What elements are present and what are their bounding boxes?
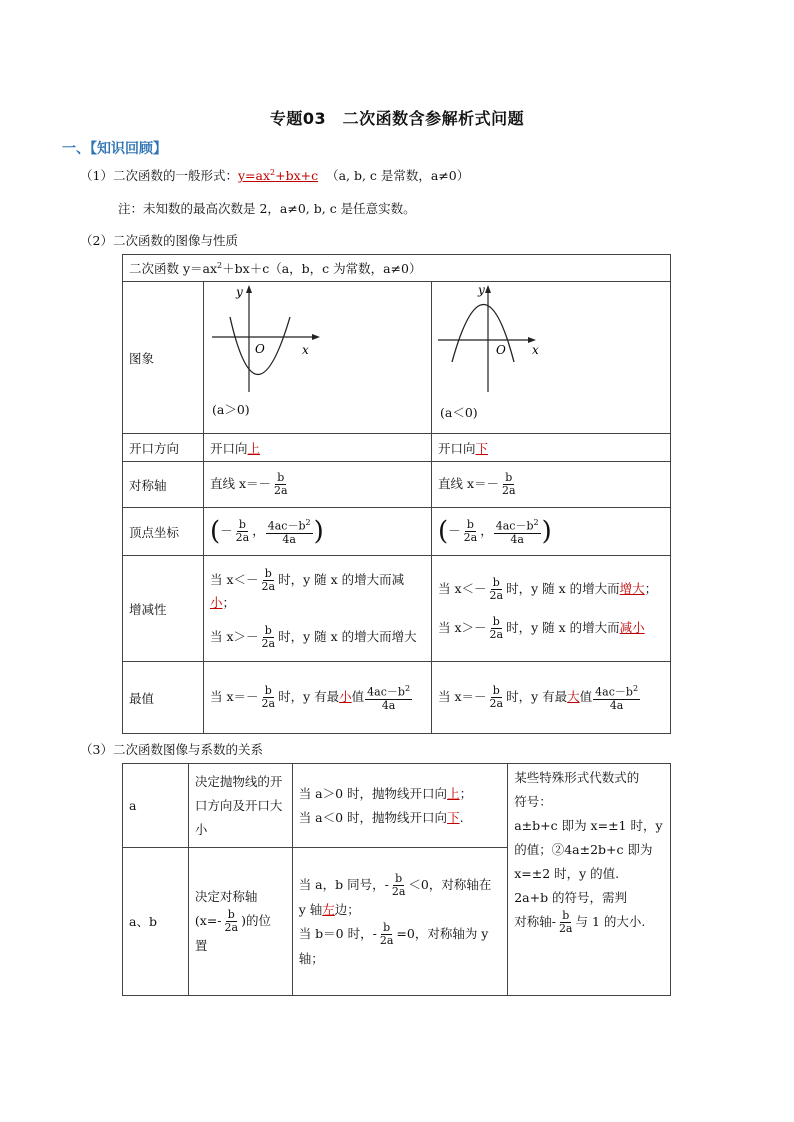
open-up-word: 上 [247, 440, 261, 456]
row-label-ab: a、b [123, 848, 189, 996]
y-axis-label: y [478, 283, 485, 297]
open-down-cell: 开口向下 [432, 434, 671, 462]
x-axis-arrow [312, 334, 320, 340]
section-heading: 一、【知识回顾】 [62, 141, 167, 157]
y-axis-label: y [236, 285, 243, 299]
decrease-word: 减小 [619, 619, 645, 635]
axis-left-cell: 直线 x＝－ $\frac{b}{2a}$ [204, 462, 432, 508]
p1-prefix: （1）二次函数的一般形式： [80, 168, 238, 183]
paragraph-2: （2）二次函数的图像与性质 [80, 233, 238, 248]
extreme-right-cell: 当 x＝－ $\frac{b}{2a}$ 时，y 有最大值 $\frac{4ac-b^2}{4a}$ [432, 662, 671, 734]
x-axis-label: x [302, 343, 309, 357]
paragraph-3: （3）二次函数图像与系数的关系 [80, 742, 263, 757]
graph-down-cell [432, 282, 671, 434]
coefficients-table [122, 763, 671, 996]
origin-label: O [496, 343, 506, 357]
max-word: 大 [567, 689, 580, 704]
page-title: 专题03 二次函数含参解析式问题 [269, 109, 525, 128]
special-line: 的值；②4a±2b+c 即为 [514, 842, 653, 857]
properties-table [122, 254, 671, 734]
y-axis-arrow [485, 285, 491, 293]
down-word: 下 [447, 809, 460, 825]
general-formula: $y=ax^2+bx+c$ [237, 167, 319, 183]
up-word: 上 [447, 785, 460, 801]
special-line: x=±2 时，y 的值. [514, 866, 620, 881]
fraction-b-2a: $\frac{b}{2a}$ [274, 471, 288, 497]
increase-word: 增大 [619, 580, 645, 596]
row-label-monotonicity: 增减性 [123, 556, 204, 662]
note: 注：未知数的最高次数是 2，a≠0, b, c 是任意实数。 [118, 201, 416, 216]
ab-description: 决定对称轴 (x=- $\frac{b}{2a}$ )的位 置 [188, 848, 292, 996]
special-line: a±b+c 即为 x=±1 时，y [514, 818, 663, 833]
x-axis-label: x [532, 343, 539, 357]
open-up-cell: 开口向上 [204, 434, 432, 462]
vertex-left-cell: (－ $\frac{b}{2a}$ ， $\frac{4ac-b^2}{4a}$ ) [204, 508, 432, 556]
ab-rules-cell: 当 a，b 同号，- $\frac{b}{2a}$ ＜0，对称轴在 y 轴左边； 当 b＝0 时，- $\frac{b}{2a}$ =0，对称轴为 y 轴； [292, 848, 508, 996]
special-forms-cell [508, 764, 671, 996]
a-description: 决定抛物线的开口方向及开口大小 [188, 764, 292, 848]
extreme-left-cell: 当 x＝－ $\frac{b}{2a}$ 时，y 有最小值 $\frac{4ac-b^2}{4a}$ [204, 662, 432, 734]
row-label-vertex: 顶点坐标 [123, 508, 204, 556]
special-line: 对称轴- $\frac{b}{2a}$ 与 1 的大小. [514, 909, 646, 935]
a-rules-cell: 当 a＞0 时，抛物线开口向上； 当 a＜0 时，抛物线开口向下. [292, 764, 508, 848]
fraction-b-2a: $\frac{b}{2a}$ [502, 471, 516, 497]
row-label-image: 图象 [123, 282, 204, 434]
row-label-axis: 对称轴 [123, 462, 204, 508]
row-label-extreme: 最值 [123, 662, 204, 734]
decrease-word: 小 [210, 594, 223, 610]
paragraph-1 [80, 166, 469, 184]
open-down-word: 下 [475, 440, 489, 456]
y-axis-arrow [246, 285, 252, 293]
table-header: 二次函数 $y=ax^2+bx+c(a$，b，c 为常数，a≠0） [123, 255, 671, 282]
p1-suffix: （a, b, c 是常数，a≠0） [326, 168, 470, 183]
special-line: 某些特殊形式代数式的 [514, 770, 640, 785]
mono-right-cell: 当 x＜－ $\frac{b}{2a}$ 时，y 随 x 的增大而增大； 当 x＞－ $\frac{b}{2a}$ 时，y 随 x 的增大而减小 [432, 556, 671, 662]
mono-left-cell: 当 x＜－ $\frac{b}{2a}$ 时，y 随 x 的增大而减小； 当 x＞－ $\frac{b}{2a}$ 时，y 随 x 的增大而增大 [204, 556, 432, 662]
graph-up-label: (a＞0) [212, 402, 250, 417]
vertex-right-cell: (－ $\frac{b}{2a}$ ， $\frac{4ac-b^2}{4a}$ ) [432, 508, 671, 556]
special-line: 符号： [514, 794, 552, 809]
min-word: 小 [339, 689, 352, 704]
axis-right-cell: 直线 x＝－ $\frac{b}{2a}$ [432, 462, 671, 508]
graph-down-label: (a＜0) [440, 405, 478, 420]
graph-up-cell [204, 282, 432, 434]
row-label-open: 开口方向 [123, 434, 204, 462]
special-line: 2a+b 的符号，需判 [514, 890, 628, 905]
origin-label: O [255, 342, 265, 356]
left-word: 左 [322, 901, 335, 917]
row-label-a: a [123, 764, 189, 848]
